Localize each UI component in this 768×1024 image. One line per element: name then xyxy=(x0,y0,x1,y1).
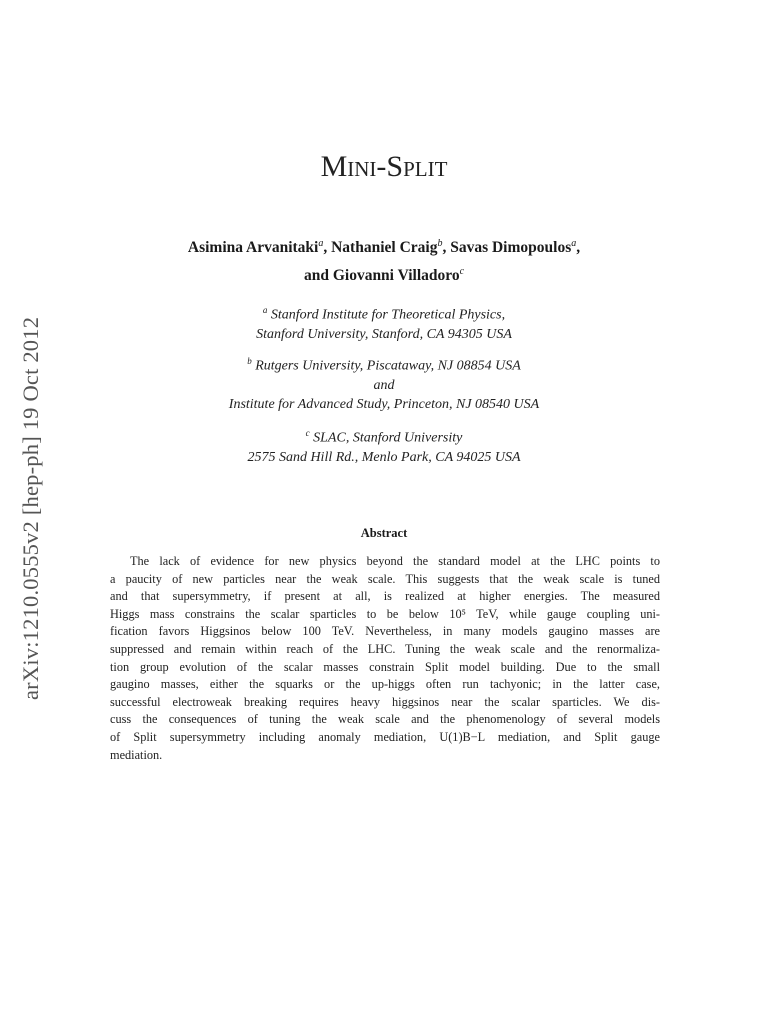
affiliation-line: Stanford Institute for Theoretical Physics, xyxy=(270,307,506,323)
abstract-line: The lack of evidence for new physics beyond the standard model at the LHC points to xyxy=(130,554,660,568)
affiliation-a xyxy=(0,301,768,344)
affiliation-mark: c xyxy=(305,428,310,438)
affiliation-line: 2575 Sand Hill Rd., Menlo Park, CA 94025 USA xyxy=(247,449,521,465)
affiliation-line: and xyxy=(373,377,395,393)
author-separator: , xyxy=(576,239,581,257)
affiliation-mark: b xyxy=(247,356,252,366)
affiliation-line: Rutgers University, Piscataway, NJ 08854 USA xyxy=(255,358,521,374)
affiliation-mark: a xyxy=(571,238,577,249)
affiliation-mark: c xyxy=(459,266,465,278)
affiliation-mark: b xyxy=(437,238,443,249)
paper-title: Mini-Split xyxy=(320,150,448,183)
author-name: Savas Dimopoulos xyxy=(450,239,572,257)
abstract-line: suppressed and remain within reach of the LHC. Tuning the weak scale and the renormaliza- xyxy=(110,641,660,656)
author-separator: , xyxy=(323,239,332,257)
author-name: Nathaniel Craig xyxy=(331,239,438,257)
author-name: Asimina Arvanitaki xyxy=(187,239,319,257)
affiliation-mark: a xyxy=(262,305,268,315)
abstract-line: of Split supersymmetry including anomaly mediation, U(1)B−L mediation, and Split gauge xyxy=(110,729,660,744)
abstract-line: successful electroweak breaking requires heavy higgsinos near the scalar sparticles. We dis- xyxy=(110,694,660,709)
abstract-line: gaugino masses, either the squarks or the up-higgs often run tachyonic; in the latter case, xyxy=(110,677,660,692)
abstract-line: cuss the consequences of tuning the weak scale and the phenomenology of several models xyxy=(110,712,660,727)
author-line-1 xyxy=(0,232,768,260)
abstract-line: mediation. xyxy=(110,747,163,762)
arxiv-identifier-stamp: arXiv:1210.0555v2 [hep-ph] 19 Oct 2012 xyxy=(18,316,43,700)
affiliation-line: Stanford University, Stanford, CA 94305 USA xyxy=(256,326,512,342)
affiliation-c xyxy=(0,424,768,467)
abstract-line: and that supersymmetry, if present at all, is realized at higher energies. The measured xyxy=(110,589,660,604)
abstract-body xyxy=(110,553,660,764)
author-block xyxy=(0,232,768,288)
affiliation-line: Institute for Advanced Study, Princeton, NJ 08540 USA xyxy=(228,396,540,412)
affiliation-line: SLAC, Stanford University xyxy=(313,430,463,446)
author-name: Giovanni Villadoro xyxy=(332,267,460,285)
abstract-line: Higgs mass constrains the scalar sparticles to be below 10⁵ TeV, while gauge coupling uni- xyxy=(110,606,660,621)
abstract-heading: Abstract xyxy=(360,526,408,540)
abstract-line: fication favors Higgsinos below 100 TeV. Nevertheless, in many models gaugino masses are xyxy=(110,624,660,639)
affiliation-b xyxy=(0,352,768,414)
author-line-2 xyxy=(0,260,768,288)
author-separator: , xyxy=(442,239,451,257)
author-conjunction: and xyxy=(303,267,333,285)
abstract-line: a paucity of new particles near the weak scale. This suggests that the weak scale is tuned xyxy=(110,571,660,586)
abstract-line: tion group evolution of the scalar masses constrain Split model building. Due to the small xyxy=(110,659,660,674)
affiliation-mark: a xyxy=(318,238,324,249)
